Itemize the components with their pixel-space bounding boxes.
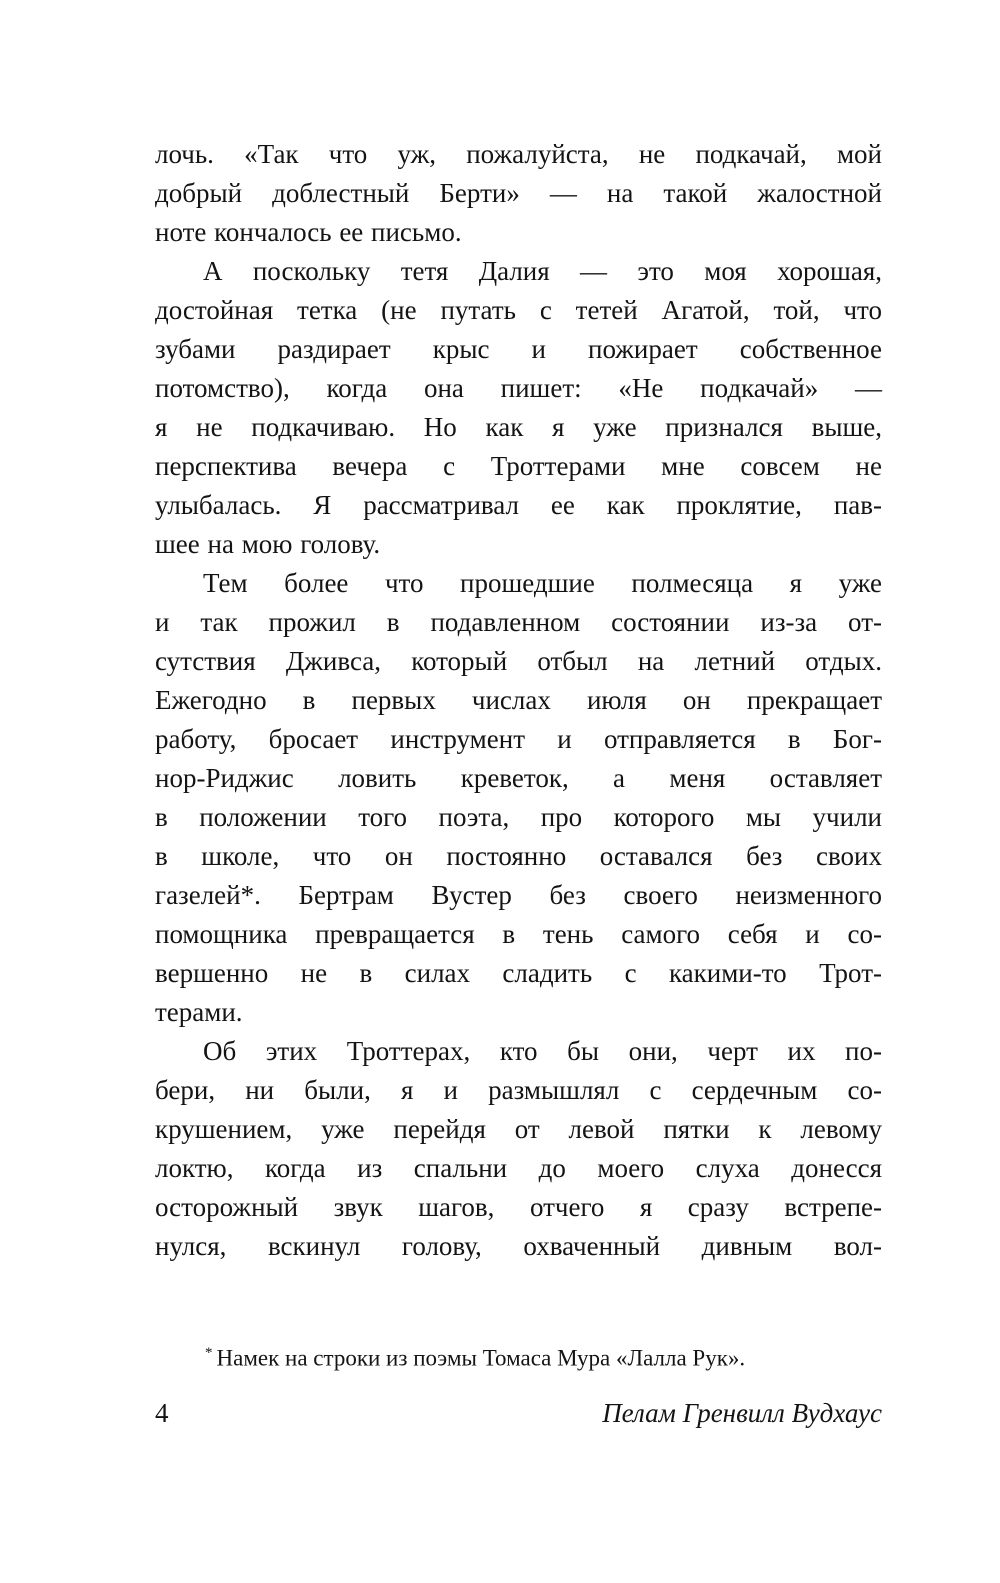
text-line: терами. (155, 997, 243, 1027)
page-number: 4 (155, 1398, 169, 1428)
text-line: и так прожил в подавленном состоянии из-за от- (155, 607, 882, 637)
paragraph (155, 252, 882, 564)
footnote-text: Намек на строки из поэмы Томаса Мура «Лалла Рук». (216, 1345, 746, 1371)
text-line: ноте кончалось ее письмо. (155, 217, 462, 247)
text-line: осторожный звук шагов, отчего я сразу встрепе- (155, 1192, 882, 1222)
text-line: добрый доблестный Берти» — на такой жалостной (155, 178, 882, 208)
author-name: Пелам Гренвилл Вудхаус (602, 1398, 882, 1428)
text-line: бери, ни были, я и размышлял с сердечным со- (155, 1075, 882, 1105)
text-line: нулся, вскинул голову, охваченный дивным вол- (155, 1231, 882, 1261)
text-line: в школе, что он постоянно оставался без своих (155, 841, 882, 871)
text-line: Об этих Троттерах, кто бы они, черт их по- (203, 1036, 882, 1066)
text-line: помощника превращается в тень самого себя и со- (155, 919, 882, 949)
text-line: я не подкачиваю. Но как я уже признался выше, (155, 412, 882, 442)
text-line: Ежегодно в первых числах июля он прекращает (155, 685, 882, 715)
text-line: лочь. «Так что уж, пожалуйста, не подкачай, мой (155, 139, 882, 169)
text-line: потомство), когда она пишет: «Не подкачай» — (155, 373, 882, 403)
text-line: достойная тетка (не путать с тетей Агатой, той, что (155, 295, 882, 325)
page-footer (155, 1398, 882, 1429)
text-line: улыбалась. Я рассматривал ее как проклятие, пав- (155, 490, 882, 520)
text-line: работу, бросает инструмент и отправляется в Бог- (155, 724, 882, 754)
text-line: газелей*. Бертрам Вустер без своего неизменного (155, 880, 882, 910)
paragraph (155, 1032, 882, 1266)
text-line: А поскольку тетя Далия — это моя хорошая, (203, 256, 882, 286)
text-line: вершенно не в силах сладить с какими-то Трот- (155, 958, 882, 988)
footnote (155, 1338, 882, 1374)
body-text (155, 135, 882, 1266)
text-line: нор-Риджис ловить креветок, а меня оставляет (155, 763, 882, 793)
text-line: перспектива вечера с Троттерами мне совсем не (155, 451, 882, 481)
text-line: шее на мою голову. (155, 529, 381, 559)
text-line: в положении того поэта, про которого мы учили (155, 802, 882, 832)
text-line: локтю, когда из спальни до моего слуха донесся (155, 1153, 882, 1183)
paragraph (155, 564, 882, 1032)
text-line: зубами раздирает крыс и пожирает собственное (155, 334, 882, 364)
paragraph (155, 135, 882, 252)
text-line: сутствия Дживса, который отбыл на летний отдых. (155, 646, 882, 676)
text-line: Тем более что прошедшие полмесяца я уже (203, 568, 882, 598)
text-line: крушением, уже перейдя от левой пятки к левому (155, 1114, 882, 1144)
footnote-marker: * (205, 1345, 213, 1361)
